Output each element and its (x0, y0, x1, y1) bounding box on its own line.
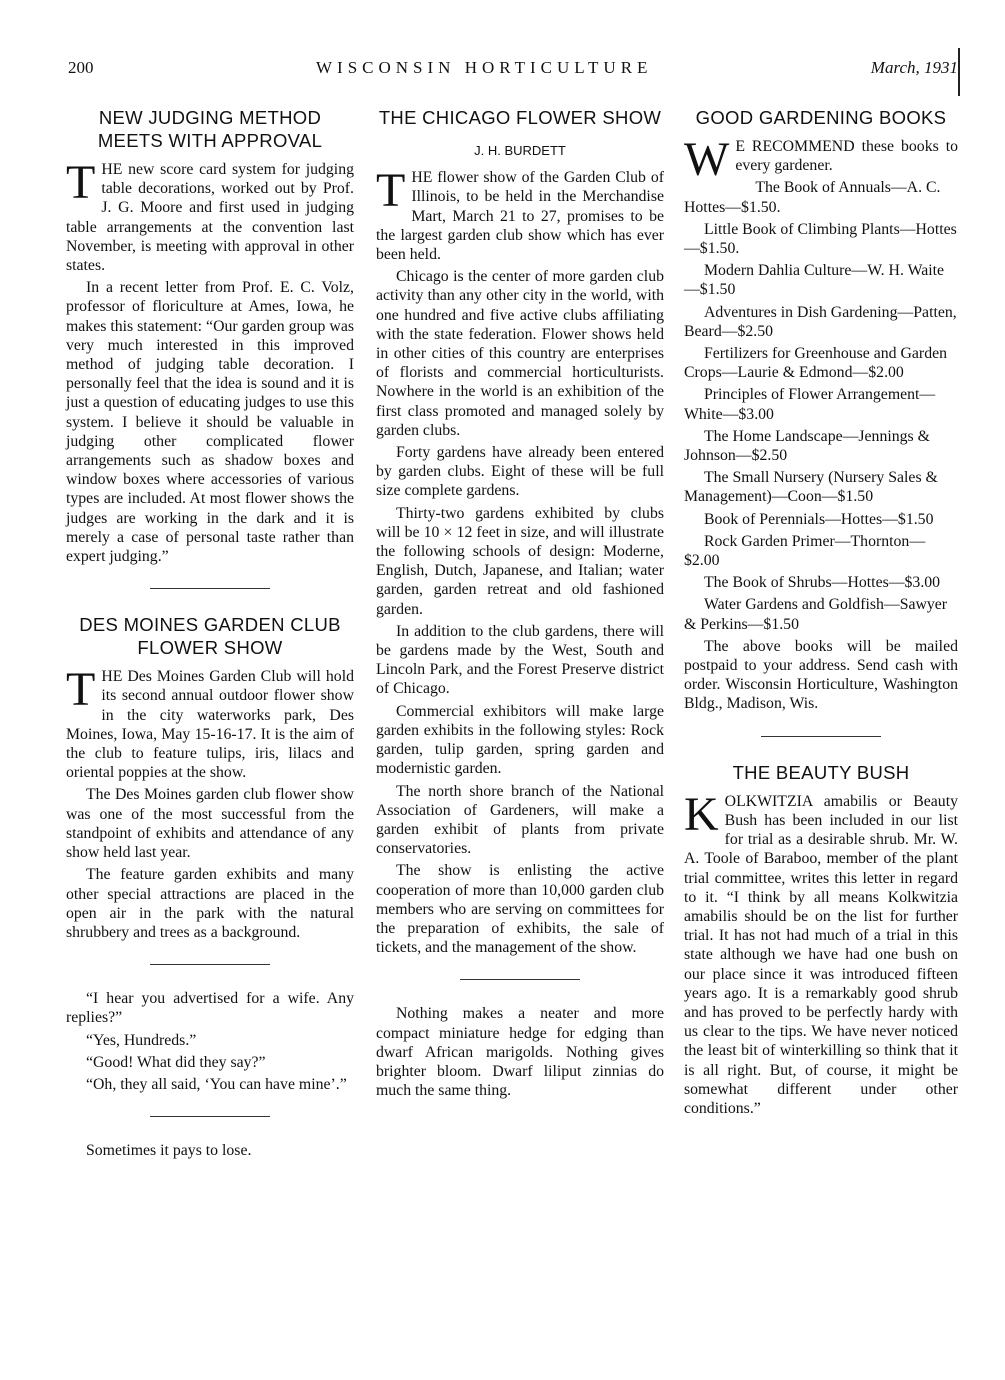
byline: J. H. BURDETT (474, 143, 566, 158)
book-item: Water Gardens and Goldfish—Sawyer & Perkins—$1.50 (684, 596, 948, 633)
joke-line: “Good! What did they say?” (86, 1053, 266, 1071)
joke-line: “I hear you advertised for a wife. Any replies?” (66, 990, 354, 1027)
article-paragraph: Thirty-two gardens exhibited by clubs will be 10 × 12 feet in size, and will illustrate the following schools of design: Moderne, English, Dutch, Japanese, and Italian; water garden, garden retreat and old fashioned garden. (376, 504, 664, 618)
section-divider (761, 736, 881, 737)
book-item: Fertilizers for Greenhouse and Garden Crops—Laurie & Edmond—$2.00 (684, 345, 948, 382)
article-paragraph: KOLKWITZIA amabilis or Beauty Bush has been included in our list for trial as a desirable shrub. Mr. W. A. Toole of Baraboo, member of the plant trial committee, writes this letter in regard to it. “I think by all means Kolkwitzia amabilis should be on the list for further trial. It has not had much of a trial in this state although we have had one bush on our place since it was introduced fifteen years ago. It is a remarkably good shrub and has proved to be perfectly hardy with us clear to the tips. We have never noticed the least bit of winterkilling so think that it is all right. But, of course, it might be somewhat different under other conditions.” (684, 787, 958, 1117)
journal-title: WISCONSIN HORTICULTURE (316, 58, 653, 77)
drop-cap: T (376, 164, 406, 218)
article-paragraph: The feature garden exhibits and many other special attractions are placed in the open air in the park with the natural shrubbery and trees as a background. (66, 866, 354, 941)
column-left (66, 106, 354, 1163)
article-title-chicago: THE CHICAGO FLOWER SHOW (378, 107, 662, 128)
article-paragraph: The Des Moines garden club flower show was one of the most successful from the standpoint of exhibits and attendance of any show held last year. (66, 786, 354, 862)
book-item: Rock Garden Primer—Thornton—$2.00 (684, 532, 926, 570)
section-divider (460, 979, 580, 980)
book-item: Book of Perennials—Hottes—$1.50 (704, 510, 934, 528)
book-item: Principles of Flower Arrangement—White—$3.00 (684, 386, 936, 423)
section-divider (150, 964, 270, 965)
article-title-books: GOOD GARDENING BOOKS (695, 107, 947, 128)
order-note: The above books will be mailed postpaid to your address. Send cash with order. Wisconsin Horticulture, Washington Bldg., Madison, Wis. (684, 637, 958, 713)
section-divider (150, 588, 270, 589)
article-paragraph: Forty gardens have already been entered by garden clubs. Eight of these will be full size complete gardens. (376, 444, 664, 500)
article-paragraph: THE Des Moines Garden Club will hold its second annual outdoor flower show in the city waterworks park, Des Moines, Iowa, May 15-16-17. It is the aim of the club to feature tulips, iris, lilacs and oriental poppies at the show. (66, 663, 354, 782)
drop-cap: T (66, 663, 96, 717)
book-item: Adventures in Dish Gardening—Patten, Beard—$2.50 (684, 303, 957, 340)
article-title-judging: NEW JUDGING METHOD MEETS WITH APPROVAL (97, 107, 323, 151)
filler-paragraph: Nothing makes a neater and more compact miniature hedge for edging than dwarf African marigolds. Nothing gives brighter bloom. Dwarf liliput zinnias do much the same thing. (376, 1005, 664, 1100)
closing-line: Sometimes it pays to lose. (86, 1142, 252, 1160)
article-paragraph: THE new score card system for judging table decorations, worked out by Prof. J. G. Moore and first used in judging table arrangements at the convention last November, is meeting with approval in other states. (66, 156, 354, 275)
margin-rule (958, 48, 960, 96)
article-paragraph: Chicago is the center of more garden club activity than any other city in the world, with one hundred and five active clubs affiliating with the state federation. Flower shows held in other cities of this country are enterprises of florists and commercial horticulturists. Nowhere in the world is an exhibition of the first class promoted and managed solely by garden clubs. (376, 268, 664, 439)
article-paragraph: THE flower show of the Garden Club of Illinois, to be held in the Merchandise Mart, March 21 to 27, promises to be the largest garden club show which has ever been held. (376, 164, 664, 264)
book-item: Modern Dahlia Culture—W. H. Waite—$1.50 (684, 262, 945, 299)
article-paragraph: In addition to the club gardens, there will be gardens made by the West, South and Lincoln Park, and the Forest Preserve district of Chicago. (376, 622, 664, 698)
book-item: The Home Landscape—Jennings & Johnson—$2.50 (684, 427, 930, 465)
book-item: The Book of Annuals—A. C. Hottes—$1.50. (684, 179, 941, 216)
book-item: Little Book of Climbing Plants—Hottes—$1.50. (684, 220, 957, 258)
article-paragraph: Commercial exhibitors will make large garden exhibits in the following styles: Rock garden, tulip garden, spring garden and modernistic garden. (376, 702, 664, 778)
article-title-des-moines: DES MOINES GARDEN CLUB FLOWER SHOW (79, 614, 341, 659)
drop-cap: W (684, 133, 730, 186)
article-paragraph: In a recent letter from Prof. E. C. Volz, professor of floriculture at Ames, Iowa, he makes this statement: “Our garden group was very much interested in this improved method of judging table decoration. I personally feel that the idea is sound and it is just a question of educating judges to use this system. I believe it should be valuable in judging other complicated flower arrangements such as shadow boxes and window boxes where accessories of various types are included. At most flower shows the judges are working in the dark and it is merely a case of personal taste rather than expert judging.” (66, 279, 354, 566)
article-paragraph: The show is enlisting the active cooperation of more than 10,000 garden club members who are serving on committees for the preparation of exhibits, the sale of tickets, and the management of the show. (376, 862, 664, 957)
book-item: The Book of Shrubs—Hottes—$3.00 (704, 574, 941, 592)
drop-cap: K (684, 787, 719, 841)
page-header (68, 58, 958, 92)
column-middle (376, 106, 664, 1103)
joke-line: “Oh, they all said, ‘You can have mine’.” (86, 1075, 347, 1093)
article-paragraph: The north shore branch of the National Association of Gardeners, will make a garden exhibit of plants from private conservatories. (376, 782, 664, 858)
book-item: The Small Nursery (Nursery Sales & Management)—Coon—$1.50 (684, 469, 938, 506)
joke-line: “Yes, Hundreds.” (86, 1031, 197, 1049)
article-title-beauty-bush: THE BEAUTY BUSH (732, 761, 910, 783)
section-divider (150, 1116, 270, 1117)
issue-date: March, 1931 (870, 58, 958, 77)
column-right (684, 106, 958, 1121)
page-number: 200 (68, 58, 94, 77)
drop-cap: T (66, 156, 96, 209)
books-intro: W E RECOMMEND these books to every gardener. (684, 133, 958, 186)
